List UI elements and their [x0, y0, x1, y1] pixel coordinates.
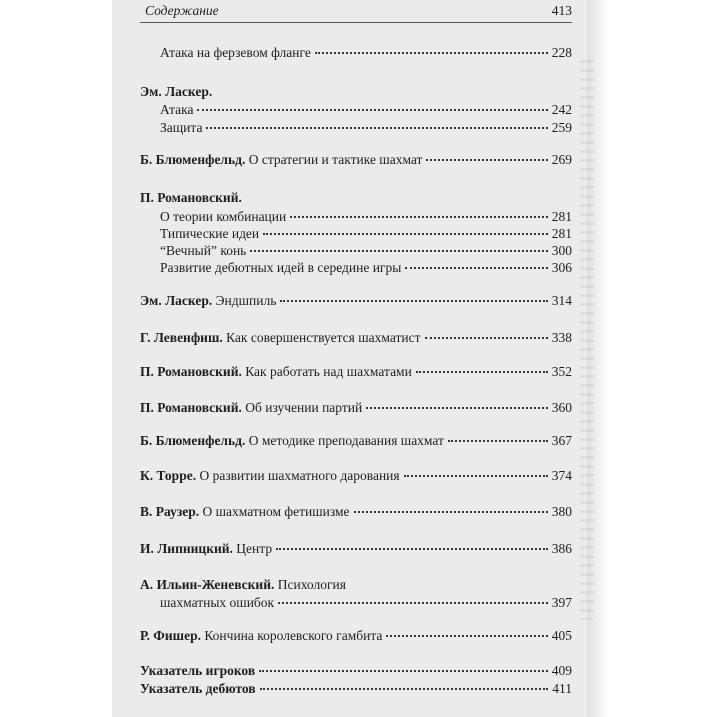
toc-page-number: 380	[551, 504, 572, 519]
toc-author: А. Ильин-Женевский.	[140, 577, 275, 592]
toc-entry	[160, 225, 572, 243]
toc-entry	[140, 467, 572, 485]
toc-entry-title: Атака	[160, 102, 194, 117]
toc-entry-title: Как совершенствуется шахматист	[222, 330, 421, 345]
toc-page-number: 352	[551, 364, 572, 379]
toc-entry	[140, 292, 572, 310]
toc-page-number: 281	[551, 226, 572, 241]
toc-entry	[160, 119, 572, 137]
toc-author: П. Романовский.	[140, 190, 242, 205]
toc-entry-title: Центр	[232, 541, 273, 556]
toc-page-number: 300	[551, 243, 572, 258]
dot-leader	[278, 602, 548, 604]
toc-entry	[160, 259, 572, 277]
toc-entry-title: Развитие дебютных идей в середине игры	[160, 260, 402, 275]
toc-entry	[140, 627, 572, 645]
dot-leader	[386, 635, 547, 637]
toc-index-title: Указатель игроков	[140, 663, 256, 678]
toc-author-heading	[140, 83, 572, 101]
toc-entry-title: Типические идеи	[160, 226, 260, 241]
toc-page-number: 409	[551, 663, 572, 678]
toc-entry	[140, 576, 572, 594]
toc-entry-title: Как работать над шахматами	[241, 364, 412, 379]
toc-entry	[140, 151, 572, 169]
dot-leader	[197, 109, 547, 111]
dot-leader	[366, 407, 548, 409]
toc-author: Эм. Ласкер.	[140, 293, 213, 308]
toc-entry-title: Психология	[274, 577, 346, 592]
header-page-number: 413	[551, 3, 572, 18]
dot-leader	[416, 371, 548, 373]
toc-author-heading	[140, 189, 572, 207]
toc-page-number: 374	[551, 468, 572, 483]
dot-leader	[280, 300, 547, 302]
toc-entry	[140, 540, 572, 558]
dot-leader	[260, 688, 549, 690]
toc-page-number: 314	[551, 293, 572, 308]
toc-entry	[160, 208, 572, 226]
dot-leader	[425, 337, 548, 339]
toc-author: Эм. Ласкер.	[140, 84, 213, 99]
toc-page-number: 242	[551, 102, 572, 117]
toc-entry-title: О развитии шахматного дарования	[196, 468, 400, 483]
toc-author: П. Романовский.	[140, 400, 242, 415]
dot-leader	[426, 159, 547, 161]
running-header	[140, 0, 572, 23]
toc-author: В. Раузер.	[140, 504, 200, 519]
toc-entry	[140, 329, 572, 347]
toc-author: Б. Блюменфельд.	[140, 433, 246, 448]
toc-entry	[160, 242, 572, 260]
dot-leader	[206, 127, 547, 129]
header-title: Содержание	[145, 3, 219, 18]
dot-leader	[315, 52, 548, 54]
toc-entry-continuation	[160, 594, 572, 612]
dot-leader	[405, 267, 547, 269]
toc-entry-title: О стратегии и тактике шахмат	[245, 152, 423, 167]
dot-leader	[276, 548, 548, 550]
toc-entry-title: Атака на ферзевом фланге	[160, 45, 311, 60]
toc-page-number: 405	[551, 628, 572, 643]
toc-page-number: 411	[552, 681, 572, 696]
toc-entry-title: О методике преподавания шахмат	[245, 433, 444, 448]
toc-entry	[160, 44, 572, 62]
dot-leader	[448, 440, 548, 442]
toc-entry-title: Кончина королевского гамбита	[200, 628, 383, 643]
bleed-through	[580, 60, 594, 620]
toc-page-number: 397	[551, 595, 572, 610]
toc-entry-title: О теории комбинации	[160, 209, 287, 224]
toc-entry-title: шахматных ошибок	[160, 595, 275, 610]
toc-index-title: Указатель дебютов	[140, 681, 256, 696]
dot-leader	[404, 475, 548, 477]
toc-author: Г. Левенфиш.	[140, 330, 223, 345]
dot-leader	[250, 250, 547, 252]
toc-page-number: 306	[551, 260, 572, 275]
toc-entry	[140, 399, 572, 417]
toc-entry-title: Об изучении партий	[241, 400, 363, 415]
toc-entry	[140, 503, 572, 521]
toc-author: П. Романовский.	[140, 364, 242, 379]
toc-entry	[160, 101, 572, 119]
toc-entry	[140, 662, 572, 680]
toc-entry	[140, 680, 572, 698]
toc-page-number: 259	[551, 120, 572, 135]
toc-author: Б. Блюменфельд.	[140, 152, 246, 167]
toc-author: К. Торре.	[140, 468, 197, 483]
toc-author: Р. Фишер.	[140, 628, 201, 643]
toc-page-number: 386	[551, 541, 572, 556]
dot-leader	[263, 233, 548, 235]
dot-leader	[290, 216, 548, 218]
toc-entry-title: О шахматном фетишизме	[199, 504, 350, 519]
toc-page-number: 338	[551, 330, 572, 345]
toc-author: И. Липницкий.	[140, 541, 233, 556]
toc-entry-title: Защита	[160, 120, 203, 135]
dot-leader	[259, 670, 548, 672]
toc-page-number: 281	[551, 209, 572, 224]
toc-entry	[140, 363, 572, 381]
toc-entry	[140, 432, 572, 450]
dot-leader	[354, 511, 548, 513]
toc-page-number: 367	[551, 433, 572, 448]
toc-entry-title: Эндшпиль	[212, 293, 277, 308]
toc-page-number: 269	[551, 152, 572, 167]
toc-entry-title: “Вечный” конь	[160, 243, 247, 258]
toc-page-number: 360	[551, 400, 572, 415]
toc-page-number: 228	[551, 45, 572, 60]
